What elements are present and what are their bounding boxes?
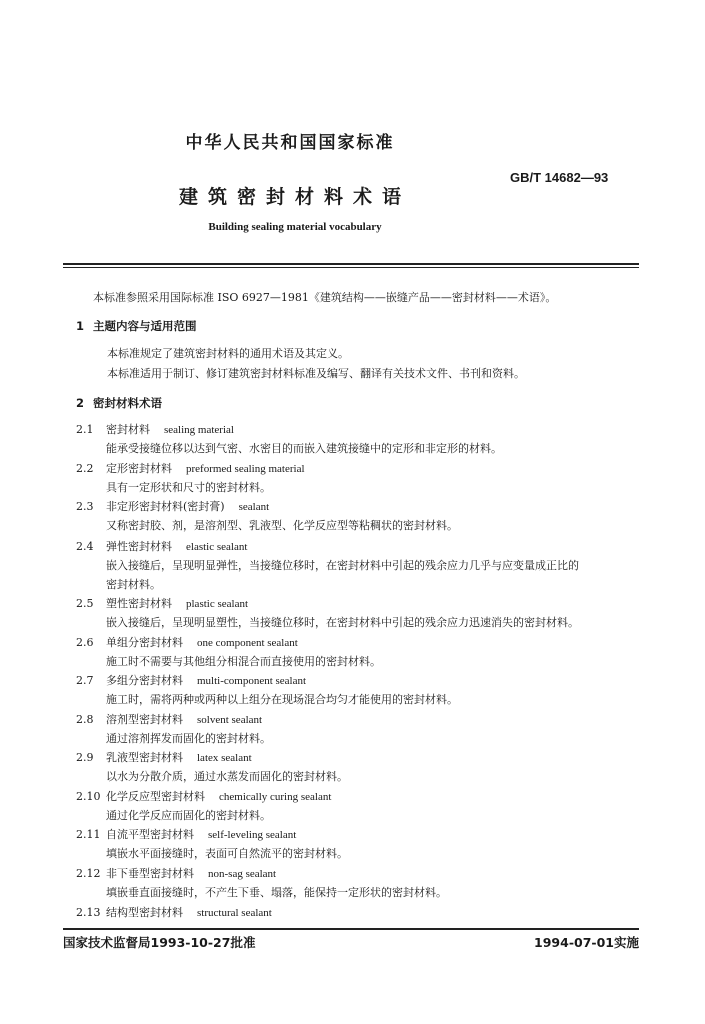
term-definition: 嵌入接缝后，呈现明显塑性，当接缝位移时，在密封材料中引起的残余应力迅速消失的密封材料。 bbox=[106, 616, 579, 629]
term-number: 2.11 bbox=[76, 828, 101, 841]
term-number: 2.5 bbox=[76, 597, 94, 610]
term-chinese: 自流平型密封材料 bbox=[106, 828, 194, 841]
term-number: 2.2 bbox=[76, 462, 94, 475]
term-number: 2.13 bbox=[76, 906, 101, 919]
header-rule-bottom bbox=[63, 267, 639, 268]
section-1-title: 主题内容与适用范围 bbox=[93, 319, 197, 333]
term-english: non-sag sealant bbox=[208, 868, 277, 880]
term-definition: 密封材料。 bbox=[106, 578, 161, 591]
term-definition: 施工时不需要与其他组分相混合而直接使用的密封材料。 bbox=[106, 655, 381, 668]
approval-date: 国家技术监督局1993-10-27批准 bbox=[63, 935, 256, 950]
effective-date: 1994-07-01实施 bbox=[534, 935, 639, 950]
term-heading bbox=[76, 500, 269, 514]
term-number: 2.9 bbox=[76, 751, 94, 764]
term-english: sealing material bbox=[164, 424, 234, 436]
term-definition: 以水为分散介质，通过水蒸发而固化的密封材料。 bbox=[106, 770, 348, 783]
term-heading bbox=[76, 828, 296, 842]
term-chinese: 乳液型密封材料 bbox=[106, 751, 183, 764]
term-chinese: 溶剂型密封材料 bbox=[106, 713, 183, 726]
term-chinese: 非定形密封材料(密封膏) bbox=[106, 500, 225, 513]
term-english: sealant bbox=[238, 501, 270, 513]
term-chinese: 弹性密封材料 bbox=[106, 540, 172, 553]
term-definition: 能承受接缝位移以达到气密、水密目的而嵌入建筑接缝中的定形和非定形的材料。 bbox=[106, 442, 502, 455]
term-heading bbox=[76, 597, 248, 611]
term-chinese: 非下垂型密封材料 bbox=[106, 867, 194, 880]
section-2-number: 2 bbox=[76, 396, 85, 410]
section-1-heading bbox=[76, 319, 197, 333]
term-chinese: 结构型密封材料 bbox=[106, 906, 183, 919]
term-definition: 通过溶剂挥发而固化的密封材料。 bbox=[106, 732, 271, 745]
term-number: 2.10 bbox=[76, 790, 101, 803]
term-number: 2.6 bbox=[76, 636, 94, 649]
standard-number: GB/T 14682—93 bbox=[510, 170, 609, 185]
term-heading bbox=[76, 713, 262, 727]
term-heading bbox=[76, 540, 247, 554]
term-definition: 具有一定形状和尺寸的密封材料。 bbox=[106, 481, 271, 494]
footer-rule bbox=[63, 928, 639, 930]
term-number: 2.7 bbox=[76, 674, 94, 687]
term-chinese: 塑性密封材料 bbox=[106, 597, 172, 610]
term-english: preformed sealing material bbox=[186, 463, 305, 475]
term-definition: 通过化学反应而固化的密封材料。 bbox=[106, 809, 271, 822]
term-heading bbox=[76, 423, 234, 437]
term-chinese: 单组分密封材料 bbox=[106, 636, 183, 649]
term-number: 2.1 bbox=[76, 423, 94, 436]
term-chinese: 化学反应型密封材料 bbox=[106, 790, 205, 803]
term-heading bbox=[76, 867, 276, 881]
term-heading bbox=[76, 790, 331, 804]
term-english: chemically curing sealant bbox=[219, 791, 332, 803]
section-1-number: 1 bbox=[76, 319, 85, 333]
header-rule-top bbox=[63, 263, 639, 265]
term-heading bbox=[76, 462, 305, 476]
term-number: 2.4 bbox=[76, 540, 94, 553]
term-chinese: 定形密封材料 bbox=[106, 462, 172, 475]
term-heading bbox=[76, 751, 252, 765]
term-english: one component sealant bbox=[197, 637, 298, 649]
term-chinese: 密封材料 bbox=[106, 423, 150, 436]
document-title-en: Building sealing material vocabulary bbox=[208, 221, 382, 233]
intro-paragraph: 本标准参照采用国际标准 ISO 6927—1981《建筑结构——嵌缝产品——密封材料——术语》。 bbox=[93, 291, 557, 304]
term-heading bbox=[76, 674, 306, 688]
section-1-para-1: 本标准规定了建筑密封材料的通用术语及其定义。 bbox=[107, 347, 349, 360]
term-definition: 施工时，需将两种或两种以上组分在现场混合均匀才能使用的密封材料。 bbox=[106, 693, 458, 706]
term-english: structural sealant bbox=[197, 907, 272, 919]
term-number: 2.3 bbox=[76, 500, 94, 513]
term-definition: 填嵌水平面接缝时，表面可自然流平的密封材料。 bbox=[106, 847, 348, 860]
term-heading bbox=[76, 906, 272, 920]
term-english: latex sealant bbox=[197, 752, 252, 764]
section-2-title: 密封材料术语 bbox=[93, 396, 162, 410]
term-definition: 又称密封胶、剂，是溶剂型、乳液型、化学反应型等粘稠状的密封材料。 bbox=[106, 519, 458, 532]
national-standard-heading: 中华人民共和国国家标准 bbox=[185, 133, 395, 153]
term-definition: 填嵌垂直面接缝时，不产生下垂、塌落，能保持一定形状的密封材料。 bbox=[106, 886, 447, 899]
term-number: 2.12 bbox=[76, 867, 101, 880]
term-english: multi-component sealant bbox=[197, 675, 307, 687]
section-1-para-2: 本标准适用于制订、修订建筑密封材料标准及编写、翻译有关技术文件、书刊和资料。 bbox=[107, 367, 525, 380]
term-definition: 嵌入接缝后，呈现明显弹性，当接缝位移时，在密封材料中引起的残余应力几乎与应变量成正比的 bbox=[106, 559, 579, 572]
term-chinese: 多组分密封材料 bbox=[106, 674, 183, 687]
term-english: solvent sealant bbox=[197, 714, 263, 726]
term-number: 2.8 bbox=[76, 713, 94, 726]
term-english: elastic sealant bbox=[186, 541, 248, 553]
term-english: plastic sealant bbox=[186, 598, 249, 610]
section-2-heading bbox=[76, 396, 162, 410]
term-heading bbox=[76, 636, 298, 650]
term-english: self-leveling sealant bbox=[208, 829, 297, 841]
document-title-cn: 建筑密封材料术语 bbox=[178, 186, 411, 208]
